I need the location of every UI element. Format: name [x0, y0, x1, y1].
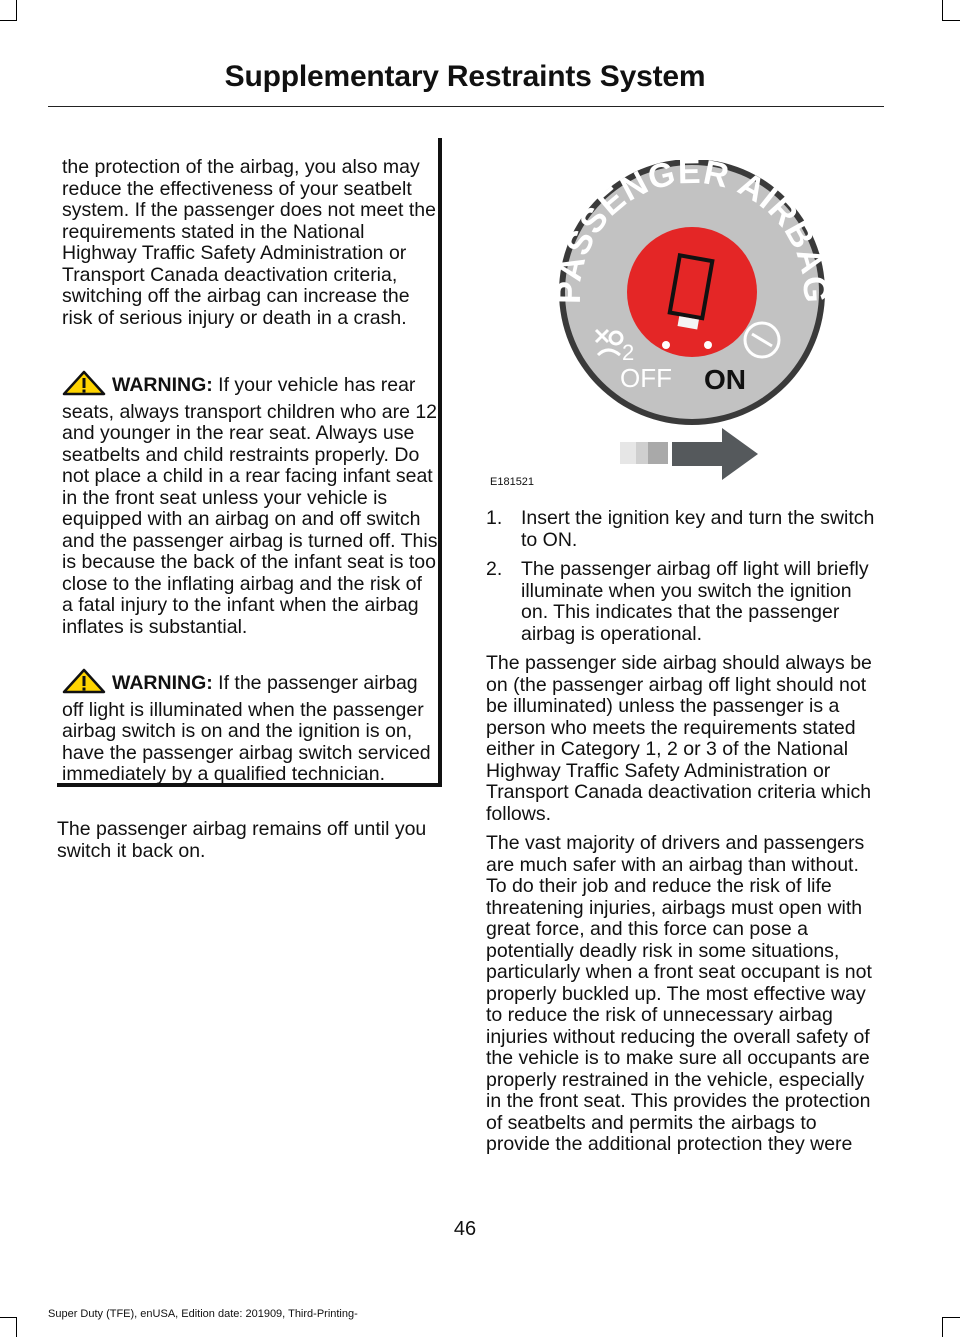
warning-paragraph-1: [62, 370, 438, 638]
airbag-switch-figure: [486, 160, 881, 495]
steps-list: [486, 508, 882, 653]
warning-label: WARNING:: [112, 374, 213, 396]
crop-mark: [0, 20, 17, 21]
off-label: OFF: [620, 363, 672, 393]
warning-paragraph-2: [62, 668, 438, 786]
step-number: 2.: [486, 558, 503, 580]
step-text: Insert the ignition key and turn the switch to ON.: [521, 507, 875, 551]
ring-label: PASSENGER AIRBAG: [549, 160, 835, 305]
airbag-switch-illustration: [486, 160, 881, 495]
warning-label: WARNING:: [112, 672, 213, 694]
crop-mark: [942, 0, 943, 20]
on-label: ON: [704, 364, 746, 395]
footer-edition: Super Duty (TFE), enUSA, Edition date: 201909, Third-Printing-: [48, 1308, 358, 1320]
warning-text: If your vehicle has rear seats, always transport children who are 12 and younger in the rear seat. Always use seatbelts and child restraints properly. Do not place a child in a rear facing infant seat in the front seat unless your vehicle is equipped with an airbag on and off switch and the passenger airbag is turned off. This is because the back of the infant seat is too close to the inflating airbag and the risk of a fatal injury to the infant when the airbag inflates is substantial.: [62, 374, 438, 638]
paragraph-majority: The vast majority of drivers and passengers are much safer with an airbag than without. To do their job and reduce the risk of life threatening injuries, airbags must open with great force, and this force can pose a potentially deadly risk in some situations, particularly when a front seat occupant is not properly buckled up. The most effective way to reduce the risk of unnecessary airbag injuries without reducing the overall safety of the vehicle is to make sure all occupants are properly restrained in the vehicle, especially in the front seat. This provides the protection of seatbelts and permits the airbags to provide the additional protection they were: [486, 832, 872, 1155]
intro-paragraph: the protection of the airbag, you also may reduce the effectiveness of your seatbelt system. If the passenger does not meet the requirements stated in the National Highway Traffic Safety Administration or Transport Canada deactivation criteria, switching off the airbag can increase the risk of serious injury or death in a crash.: [62, 156, 436, 329]
warning-triangle-icon: [62, 370, 106, 402]
figure-code: E181521: [490, 476, 535, 488]
header-divider: [48, 106, 884, 107]
rotary-knob: [627, 227, 757, 357]
after-box-paragraph: The passenger airbag remains off until you switch it back on.: [57, 818, 427, 862]
position-number: 2: [622, 340, 635, 365]
page-number: 46: [453, 1218, 477, 1240]
list-item: [486, 559, 882, 645]
step-text: The passenger airbag off light will briefly illuminate when you switch the ignition on. This indicates that the passenger airbag is operational.: [521, 558, 869, 645]
turn-direction-arrow-icon: [620, 428, 758, 480]
position-dot: [662, 341, 670, 349]
crop-mark: [942, 20, 960, 21]
page-title: Supplementary Restraints System: [224, 60, 706, 93]
position-dot: [704, 341, 712, 349]
crop-mark: [16, 0, 17, 20]
paragraph-always-on: The passenger side airbag should always be on (the passenger airbag off light should not be illuminated) unless the passenger is a person who meets the requirements stated either in Category 1, 2 or 3 of the National Highway Traffic Safety Administration or Transport Canada deactivation criteria which follows.: [486, 652, 872, 825]
crop-mark: [16, 1317, 17, 1337]
crop-mark: [0, 1317, 17, 1318]
crop-mark: [942, 1317, 960, 1318]
crop-mark: [942, 1317, 943, 1337]
step-number: 1.: [486, 507, 503, 529]
list-item: [486, 508, 882, 551]
warning-text: If the passenger airbag off light is illuminated when the passenger airbag switch is on and the ignition is on, have the passenger airbag switch serviced immediately by a qualified technician.: [62, 672, 431, 785]
warning-triangle-icon: [62, 668, 106, 700]
